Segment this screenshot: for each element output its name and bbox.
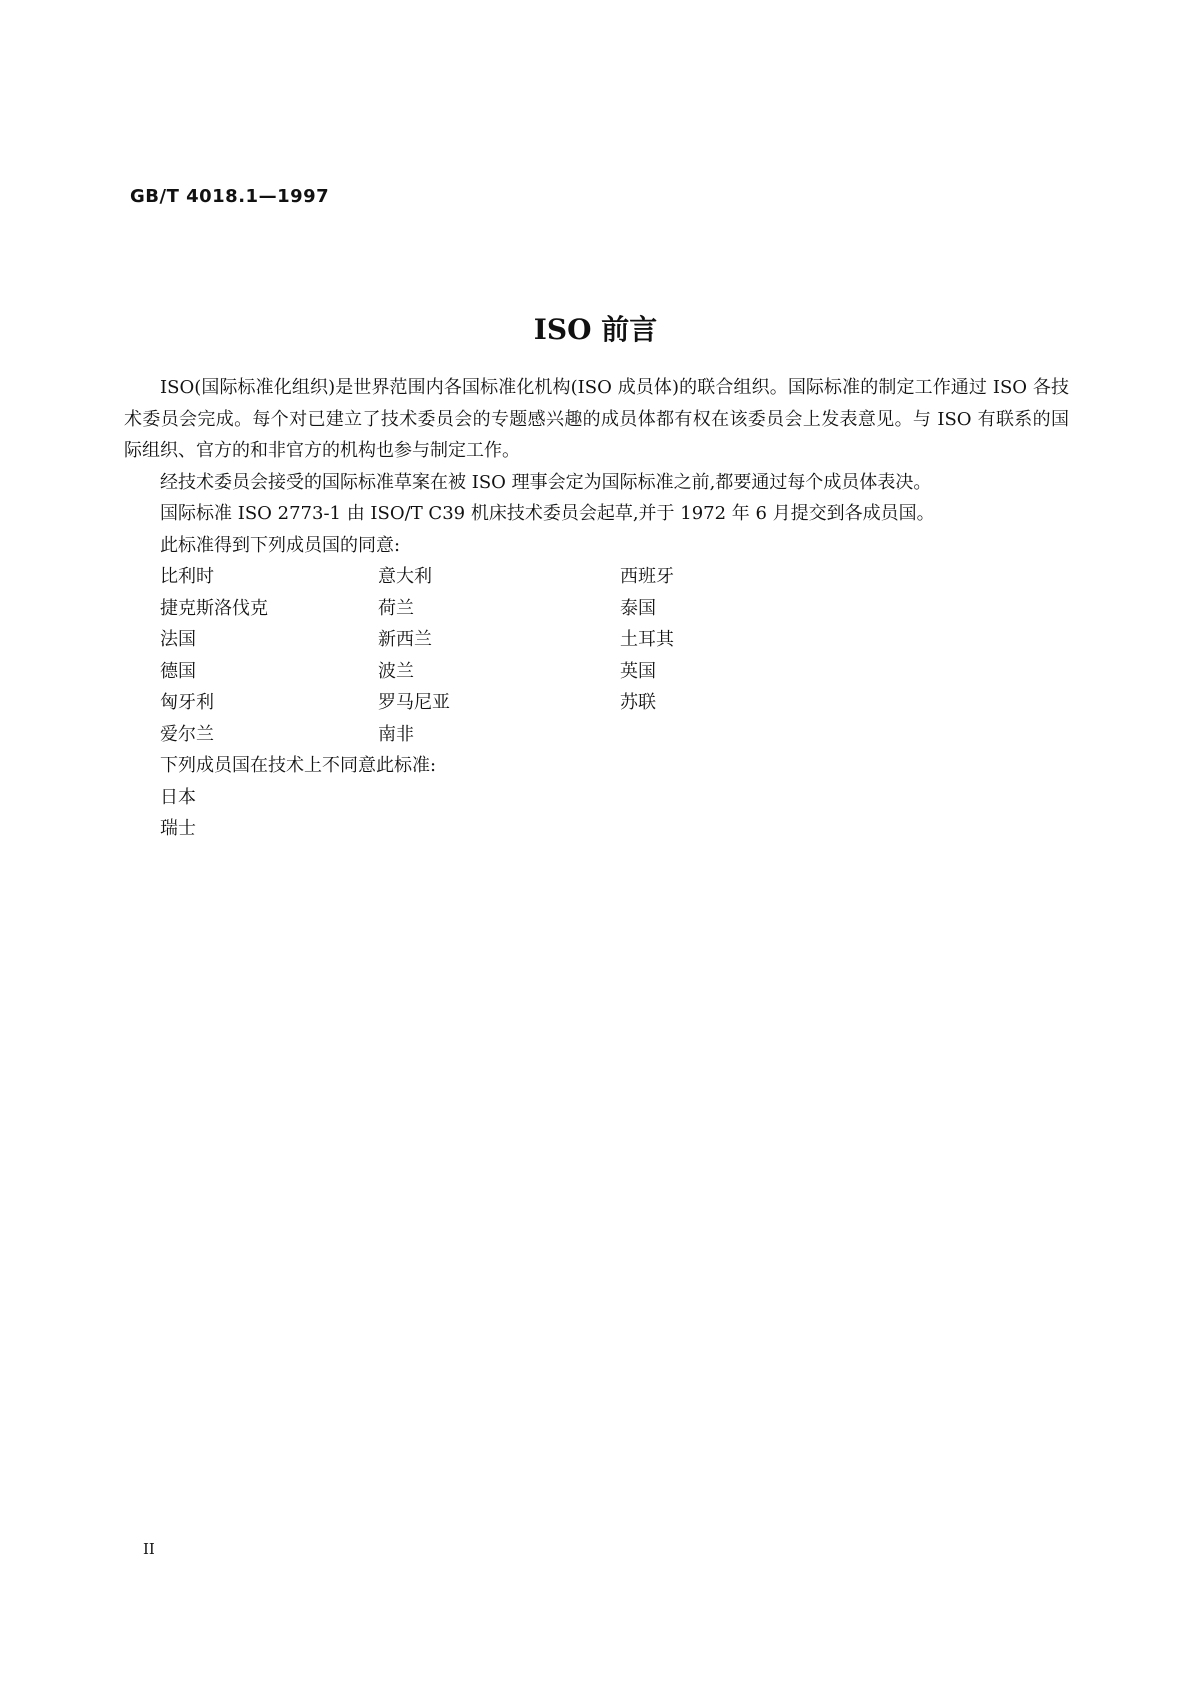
country-item: 土耳其 <box>620 629 674 650</box>
approved-countries-list <box>124 561 1069 750</box>
approved-intro: 此标准得到下列成员国的同意: <box>160 534 401 556</box>
paragraph-origin: 国际标准 ISO 2773-1 由 ISO/T C39 机床技术委员会起草,并于 1972 年 6 月提交到各成员国。 <box>160 503 935 524</box>
country-item: 法国 <box>160 629 196 650</box>
country-item: 罗马尼亚 <box>378 692 450 713</box>
paragraph-voting: 经技术委员会接受的国际标准草案在被 ISO 理事会定为国际标准之前,都要通过每个成员体表决。 <box>160 471 932 493</box>
disapproved-country-item: 瑞士 <box>160 818 196 839</box>
country-item: 波兰 <box>378 660 414 682</box>
paragraph-iso-intro: ISO(国际标准化组织)是世界范围内各国标准化机构(ISO 成员体)的联合组织。国际标准的制定工作通过 ISO 各技术委员会完成。每个对已建立了技术委员会的专题感兴趣的成员体都有权在该委员会上发表意见。与 ISO 有联系的国际组织、官方的和非官方的机构也参与制定工作。 <box>124 377 1069 461</box>
disapproved-country-item: 日本 <box>160 786 196 808</box>
country-item: 比利时 <box>160 566 214 587</box>
page-title: ISO 前言 <box>533 313 658 346</box>
country-item: 荷兰 <box>378 597 414 619</box>
country-item: 新西兰 <box>378 629 432 650</box>
standard-code: GB/T 4018.1—1997 <box>130 186 330 207</box>
country-item: 爱尔兰 <box>160 723 214 745</box>
country-item: 西班牙 <box>620 566 674 587</box>
country-item: 英国 <box>620 660 656 682</box>
country-item: 苏联 <box>620 692 656 713</box>
document-body <box>124 372 1069 845</box>
country-item: 德国 <box>160 660 196 682</box>
country-item <box>620 719 820 751</box>
country-item: 泰国 <box>620 597 656 619</box>
page-number: II <box>143 1540 155 1558</box>
country-item: 南非 <box>378 723 414 745</box>
disapproved-intro: 下列成员国在技术上不同意此标准: <box>160 755 437 776</box>
country-item: 捷克斯洛伐克 <box>160 597 268 619</box>
country-item: 意大利 <box>378 566 432 587</box>
country-item: 匈牙利 <box>160 692 214 713</box>
